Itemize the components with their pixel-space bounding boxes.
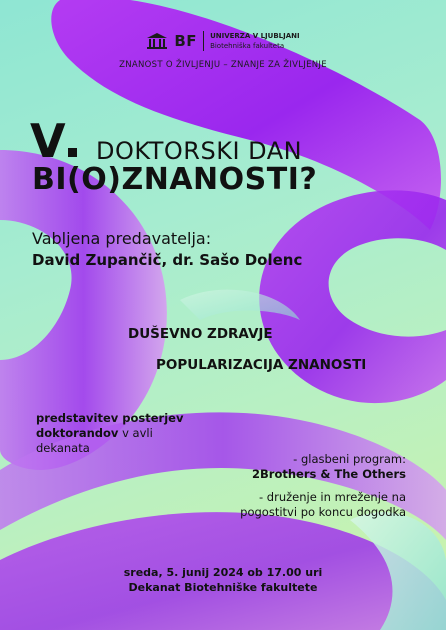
edition-dot (68, 148, 77, 157)
event-date: sreda, 5. junij 2024 ob 17.00 uri (123, 566, 323, 579)
topic-mental-health: DUŠEVNO ZDRAVJE (128, 326, 273, 342)
poster-line-1: predstavitev posterjev (36, 411, 184, 425)
logo-divider (203, 31, 204, 51)
title-line-2: BI(O)ZNANOSTI? (32, 162, 318, 197)
social-line-2: pogostitvi po koncu dogodka (240, 505, 406, 519)
invited-label: Vabljena predavatelja: (32, 229, 212, 248)
social-program (146, 490, 406, 520)
music-band: 2Brothers & The Others (252, 467, 406, 481)
faculty-building-icon (146, 32, 168, 50)
speaker-names: David Zupančič, dr. Sašo Dolenc (32, 251, 303, 269)
title-line-1: DOKTORSKI DAN (96, 137, 303, 165)
music-label: - glasbeni program: (293, 452, 406, 466)
music-program (146, 452, 406, 482)
edition-numeral: V (30, 114, 66, 168)
poster-line-2-bold: doktorandov (36, 426, 119, 440)
faculty-label: Biotehniška fakulteta (210, 42, 285, 50)
social-line-1: - druženje in mreženje na (258, 490, 406, 504)
header (0, 28, 446, 54)
topic-science-popularization: POPULARIZACIJA ZNANOSTI (156, 357, 367, 373)
logo-letters: BF (174, 32, 198, 50)
tagline: ZNANOST O ŽIVLJENJU – ZNANJE ZA ŽIVLJENJE (119, 60, 327, 70)
poster-presentation (36, 411, 183, 456)
university-name (210, 31, 300, 51)
university-label: UNIVERZA V LJUBLJANI (210, 32, 300, 40)
event-venue: Dekanat Biotehniške fakultete (128, 581, 318, 594)
edition-number (30, 114, 77, 168)
poster-line-2-rest: v avli (118, 426, 153, 440)
event-details (0, 565, 446, 595)
poster-line-3: dekanata (36, 441, 90, 455)
